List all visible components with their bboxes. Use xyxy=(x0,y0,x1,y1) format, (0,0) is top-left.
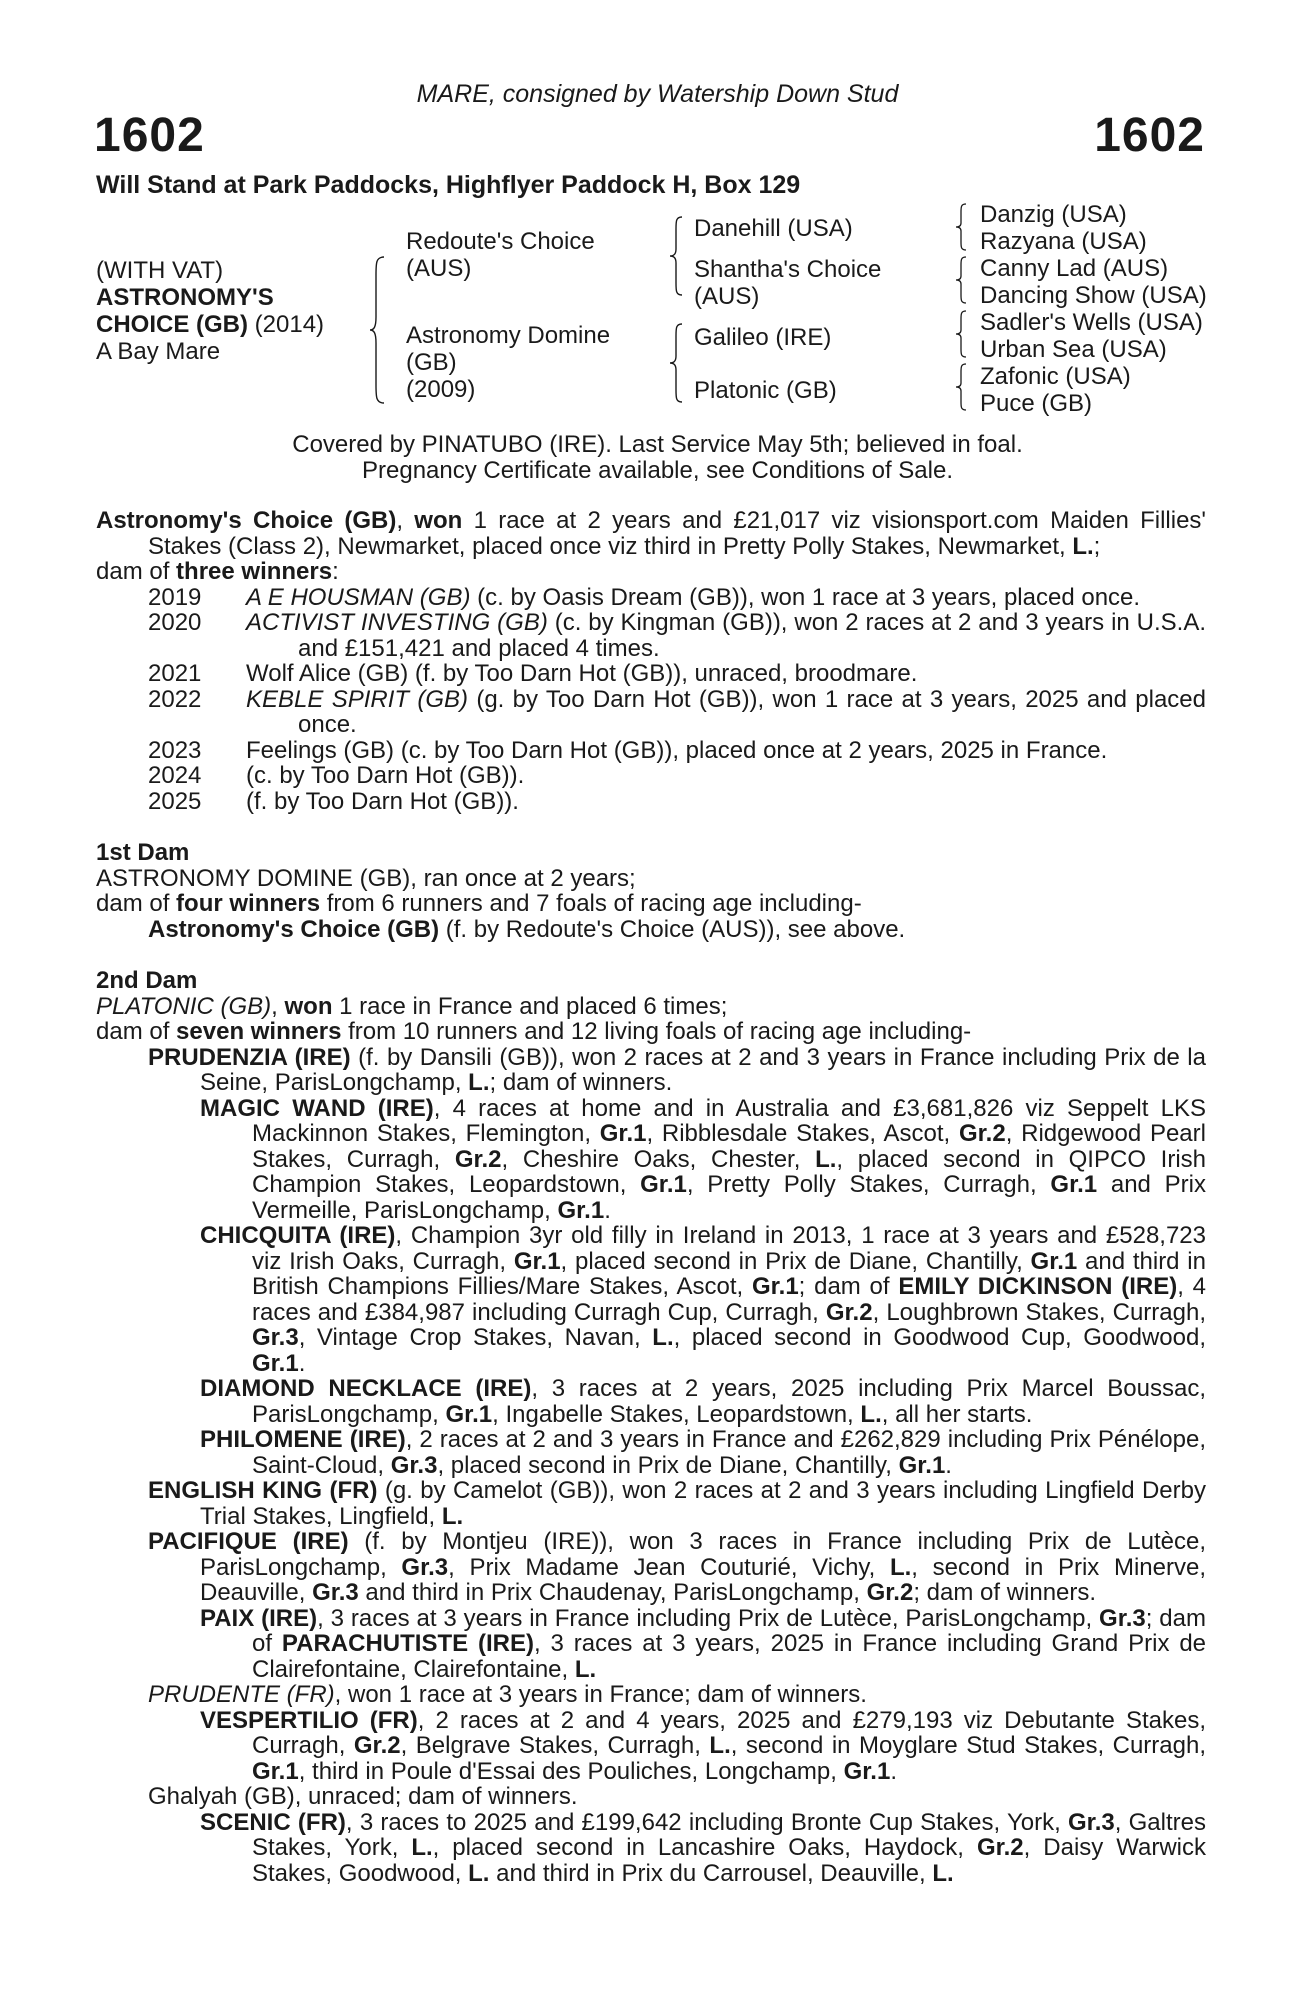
gen2-galileo: Galileo (IRE) xyxy=(694,324,832,351)
produce-row: 2024 (c. by Too Darn Hot (GB)). xyxy=(148,762,525,789)
prudente-entry: PRUDENTE (FR), won 1 race at 3 years in France; dam of winners. xyxy=(148,1681,867,1708)
first-dam-heading: 1st Dam xyxy=(96,839,190,866)
dam-name: Astronomy Domine (GB) (2009) xyxy=(406,322,611,403)
pacifique-entry: PACIFIQUE (IRE) (f. by Montjeu (IRE)), won 3 races in France including Prix de Lutèce, ParisLongchamp, Gr.3, Prix Madame Jean Couturié, Vichy, L., second in Prix Minerve, Deauville, Gr.3 and third in Prix Chaudenay, ParisLongchamp, Gr.2; dam of winners. xyxy=(148,1528,1206,1606)
produce-row: 2023 Feelings (GB) (c. by Too Darn Hot (GB)), placed once at 2 years, 2025 in France. xyxy=(148,736,1108,764)
english-king-entry: ENGLISH KING (FR) (g. by Camelot (GB)), won 2 races at 2 and 3 years including Lingfield Derby Trial Stakes, Lingfield, L. xyxy=(148,1477,1206,1530)
gen2-platonic: Platonic (GB) xyxy=(694,377,837,404)
magic-wand-entry: MAGIC WAND (IRE), 4 races at home and in Australia and £3,681,826 viz Seppelt LKS Mackinnon Stakes, Flemington, Gr.1, Ribblesdale Stakes, Ascot, Gr.2, Ridgewood Pearl Stakes, Curragh, Gr.2, Cheshire Oaks, Chester, L., placed second in QIPCO Irish Champion Stakes, Leopardstown, Gr.1, Pretty Polly Stakes, Curragh, Gr.1 and Prix Vermeille, ParisLongchamp, Gr.1. xyxy=(200,1094,1207,1224)
pedigree-brace-g3-1 xyxy=(954,202,970,252)
pedigree-brace-g3-4 xyxy=(954,362,970,412)
produce-row: 2025 (f. by Too Darn Hot (GB)). xyxy=(148,787,519,815)
mare-dam-of: dam of three winners: xyxy=(96,558,339,585)
second-dam-line1: PLATONIC (GB), won 1 race in France and placed 6 times; xyxy=(96,992,728,1020)
produce-row: 2022 KEBLE SPIRIT (GB) (g. by Too Darn Hot (GB)), won 1 race at 3 years, 2025 and placed once. xyxy=(148,685,1206,738)
mare-record: Astronomy's Choice (GB), won 1 race at 2 years and £21,017 viz visionsport.com Maiden Fillies' Stakes (Class 2), Newmarket, placed once viz third in Pretty Polly Stakes, Newmarket, L.; xyxy=(96,507,1207,560)
catalogue-body xyxy=(96,508,1206,1886)
scenic-entry: SCENIC (FR), 3 races to 2025 and £199,642 including Bronte Cup Stakes, York, Gr.3, Galtres Stakes, York, L., placed second in Lancashire Oaks, Haydock, Gr.2, Daisy Warwick Stakes, Goodwood, L. and third in Prix du Carrousel, Deauville, L. xyxy=(200,1808,1206,1887)
gen2-shanthas-choice: Shantha's Choice (AUS) xyxy=(694,256,882,310)
pedigree-brace-g3-2 xyxy=(954,255,970,305)
lot-number-left: 1602 xyxy=(94,109,205,162)
pedigree-brace-sire xyxy=(668,215,686,297)
produce-row: 2020 ACTIVIST INVESTING (GB) (c. by Kingman (GB)), won 2 races at 2 and 3 years in U.S.A. and £151,421 and placed 4 times. xyxy=(148,609,1207,662)
first-dam-line2: dam of four winners from 6 runners and 7 foals of racing age including- xyxy=(96,890,862,917)
chicquita-entry: CHICQUITA (IRE), Champion 3yr old filly in Ireland in 2013, 1 race at 3 years and £528,723 viz Irish Oaks, Curragh, Gr.1, placed second in Prix de Diane, Chantilly, Gr.1 and third in British Champions Fillies/Mare Stakes, Ascot, Gr.1; dam of EMILY DICKINSON (IRE), 4 races and £384,987 including Curragh Cup, Curragh, Gr.2, Loughbrown Stakes, Curragh, Gr.3, Vintage Crop Stakes, Navan, L., placed second in Goodwood Cup, Goodwood, Gr.1. xyxy=(200,1222,1207,1377)
covering-note: Covered by PINATUBO (IRE). Last Service May 5th; believed in foal. Pregnancy Certificate available, see Conditions of Sale. xyxy=(292,431,1023,484)
first-dam-line3: Astronomy's Choice (GB) (f. by Redoute's Choice (AUS)), see above. xyxy=(148,915,906,943)
horse-name: CHOICE (GB) xyxy=(96,311,248,338)
produce-row: 2021 Wolf Alice (GB) (f. by Too Darn Hot (GB)), unraced, broodmare. xyxy=(148,660,918,687)
diamond-necklace-entry: DIAMOND NECKLACE (IRE), 3 races at 2 years, 2025 including Prix Marcel Boussac, ParisLongchamp, Gr.1, Ingabelle Stakes, Leopardstown, L., all her starts. xyxy=(200,1375,1206,1428)
gen2-danehill: Danehill (USA) xyxy=(694,215,853,242)
pedigree-subject xyxy=(96,257,324,365)
lot-number-right: 1602 xyxy=(1094,109,1205,162)
prudenzia-entry: PRUDENZIA (IRE) (f. by Dansili (GB)), won 2 races at 2 and 3 years in France including Prix de la Seine, ParisLongchamp, L.; dam of winners. xyxy=(148,1043,1206,1096)
produce-row: 2019 A E HOUSMAN (GB) (c. by Oasis Dream (GB)), won 1 race at 3 years, placed once. xyxy=(148,583,1141,611)
philomene-entry: PHILOMENE (IRE), 2 races at 2 and 3 years in France and £262,829 including Prix Pénélope, Saint-Cloud, Gr.3, placed second in Prix de Diane, Chantilly, Gr.1. xyxy=(200,1426,1206,1479)
second-dam-heading: 2nd Dam xyxy=(96,967,198,994)
stabling-location: Will Stand at Park Paddocks, Highflyer Paddock H, Box 129 xyxy=(96,171,801,199)
vespertilio-entry: VESPERTILIO (FR), 2 races at 2 and 4 years, 2025 and £279,193 viz Debutante Stakes, Curragh, Gr.2, Belgrave Stakes, Curragh, L., second in Moyglare Stud Stakes, Curragh, Gr.1, third in Poule d'Essai des Pouliches, Longchamp, Gr.1. xyxy=(200,1706,1206,1785)
horse-name-line2 xyxy=(96,311,324,338)
pedigree-brace-g3-3 xyxy=(954,309,970,359)
ghalyah-entry: Ghalyah (GB), unraced; dam of winners. xyxy=(148,1783,578,1810)
consignor-subtitle: MARE, consigned by Watership Down Stud xyxy=(416,80,899,108)
horse-year: (2014) xyxy=(254,311,325,338)
paix-entry: PAIX (IRE), 3 races at 3 years in France including Prix de Lutèce, ParisLongchamp, Gr.3; dam of PARACHUTISTE (IRE), 3 races at 3 years, 2025 in France including Grand Prix de Clairefontaine, Clairefontaine, L. xyxy=(200,1604,1207,1683)
produce-list xyxy=(96,585,1206,815)
gen3-ancestors: Danzig (USA) Razyana (USA) Canny Lad (AUS) Dancing Show (USA) Sadler's Wells (USA) Urban Sea (USA) Zafonic (USA) Puce (GB) xyxy=(980,201,1207,417)
second-dam-line2: dam of seven winners from 10 runners and 12 living foals of racing age including- xyxy=(96,1018,972,1045)
horse-description: A Bay Mare xyxy=(96,338,221,365)
pedigree-brace-main xyxy=(368,255,390,405)
vat-note: (WITH VAT) xyxy=(96,257,224,284)
pedigree-brace-dam xyxy=(668,322,686,404)
sire-name: Redoute's Choice (AUS) xyxy=(406,228,595,282)
first-dam-line1: ASTRONOMY DOMINE (GB), ran once at 2 years; xyxy=(96,864,636,892)
horse-name-line1: ASTRONOMY'S xyxy=(96,284,274,311)
